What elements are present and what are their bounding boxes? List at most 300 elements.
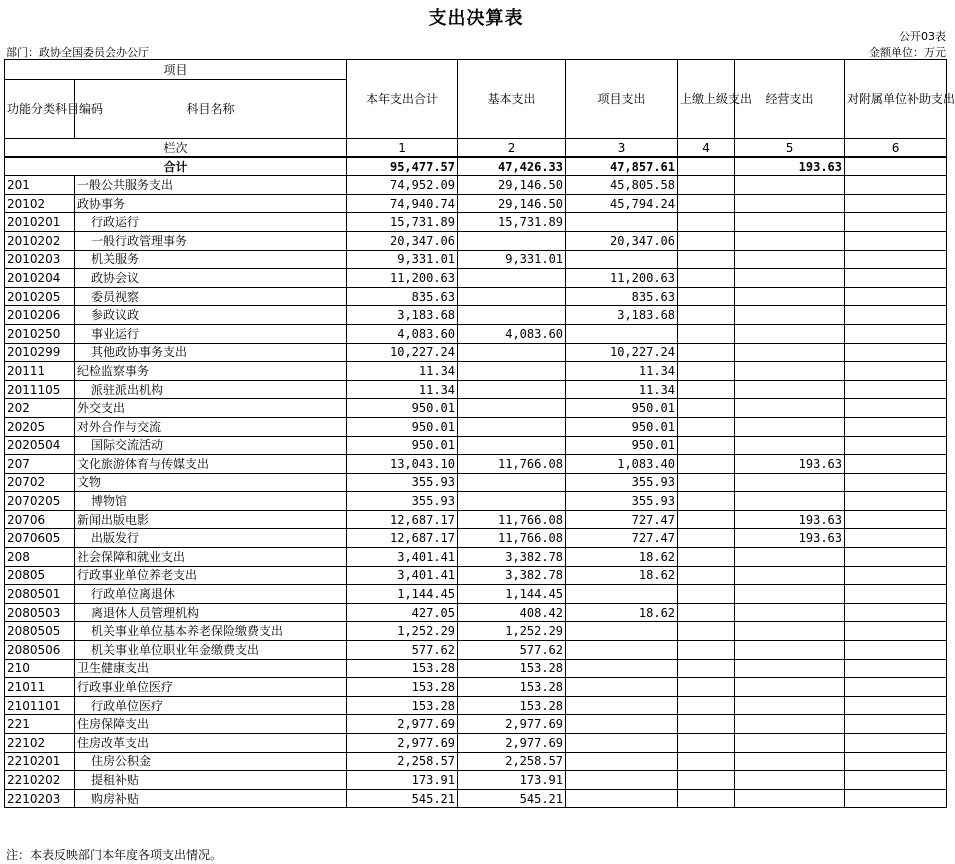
row-value <box>845 548 947 567</box>
row-value: 10,227.24 <box>347 343 458 362</box>
row-value: 153.28 <box>458 659 566 678</box>
column-index-2: 2 <box>458 139 566 158</box>
table-row <box>5 752 947 771</box>
row-code: 20805 <box>5 566 75 585</box>
row-code: 2010202 <box>5 231 75 250</box>
row-value <box>735 194 845 213</box>
row-value <box>458 287 566 306</box>
total-value <box>678 157 735 176</box>
row-value <box>458 436 566 455</box>
row-value <box>735 566 845 585</box>
row-value: 2,977.69 <box>347 734 458 753</box>
row-value <box>678 603 735 622</box>
row-code: 208 <box>5 548 75 567</box>
row-value <box>845 417 947 436</box>
row-value <box>566 678 678 697</box>
row-value: 835.63 <box>347 287 458 306</box>
table-row <box>5 380 947 399</box>
row-value <box>566 752 678 771</box>
row-subject-name: 离退休人员管理机构 <box>75 603 347 622</box>
row-value: 3,183.68 <box>566 306 678 325</box>
row-value: 1,144.45 <box>347 585 458 604</box>
row-code: 2070605 <box>5 529 75 548</box>
row-subject-name: 社会保障和就业支出 <box>75 548 347 567</box>
row-subject-name: 出版发行 <box>75 529 347 548</box>
table-row <box>5 417 947 436</box>
row-value: 153.28 <box>347 659 458 678</box>
row-value <box>678 343 735 362</box>
row-code: 20205 <box>5 417 75 436</box>
row-subject-name: 机关事业单位基本养老保险缴费支出 <box>75 622 347 641</box>
row-value <box>845 771 947 790</box>
row-value: 3,401.41 <box>347 566 458 585</box>
row-value: 12,687.17 <box>347 510 458 529</box>
row-value <box>566 213 678 232</box>
table-row <box>5 548 947 567</box>
row-value: 45,805.58 <box>566 176 678 195</box>
row-value: 11.34 <box>566 362 678 381</box>
row-value: 427.05 <box>347 603 458 622</box>
header-project-exp: 项目支出 <box>566 60 678 139</box>
table-row <box>5 436 947 455</box>
row-subject-name: 提租补贴 <box>75 771 347 790</box>
row-value <box>566 622 678 641</box>
row-subject-name: 派驻派出机构 <box>75 380 347 399</box>
row-value: 727.47 <box>566 529 678 548</box>
row-value <box>845 343 947 362</box>
row-value <box>735 287 845 306</box>
row-subject-name: 博物馆 <box>75 492 347 511</box>
table-row <box>5 473 947 492</box>
row-value <box>735 603 845 622</box>
row-code: 201 <box>5 176 75 195</box>
table-row <box>5 678 947 697</box>
total-value: 95,477.57 <box>347 157 458 176</box>
row-value: 11,766.08 <box>458 455 566 474</box>
row-value: 153.28 <box>347 678 458 697</box>
row-value <box>458 417 566 436</box>
row-value: 950.01 <box>566 399 678 418</box>
column-index-6: 6 <box>845 139 947 158</box>
row-code: 2010299 <box>5 343 75 362</box>
row-value <box>845 380 947 399</box>
row-value <box>458 380 566 399</box>
row-value: 153.28 <box>458 696 566 715</box>
row-value <box>845 659 947 678</box>
row-value <box>458 306 566 325</box>
row-value <box>678 492 735 511</box>
row-value <box>845 529 947 548</box>
row-subject-name: 住房改革支出 <box>75 734 347 753</box>
row-value: 2,977.69 <box>347 715 458 734</box>
row-value <box>845 678 947 697</box>
row-value <box>678 789 735 808</box>
row-value <box>735 362 845 381</box>
row-code: 2101101 <box>5 696 75 715</box>
row-value: 193.63 <box>735 510 845 529</box>
row-subject-name: 对外合作与交流 <box>75 417 347 436</box>
row-code: 22102 <box>5 734 75 753</box>
row-code: 20706 <box>5 510 75 529</box>
row-value <box>845 436 947 455</box>
column-index-1: 1 <box>347 139 458 158</box>
row-value: 4,083.60 <box>347 324 458 343</box>
table-row <box>5 306 947 325</box>
row-value: 18.62 <box>566 566 678 585</box>
row-value <box>678 529 735 548</box>
row-value <box>735 231 845 250</box>
table-row <box>5 269 947 288</box>
row-value: 3,382.78 <box>458 566 566 585</box>
row-value: 835.63 <box>566 287 678 306</box>
row-subject-name: 委员视察 <box>75 287 347 306</box>
row-value <box>678 622 735 641</box>
row-value: 355.93 <box>566 473 678 492</box>
row-value <box>566 715 678 734</box>
row-value: 545.21 <box>458 789 566 808</box>
row-value <box>678 380 735 399</box>
row-value: 11.34 <box>566 380 678 399</box>
row-subject-name: 行政事业单位养老支出 <box>75 566 347 585</box>
row-value: 173.91 <box>458 771 566 790</box>
row-value: 355.93 <box>566 492 678 511</box>
row-value: 173.91 <box>347 771 458 790</box>
row-value: 355.93 <box>347 492 458 511</box>
header-project: 项目 <box>5 60 347 80</box>
total-value: 47,426.33 <box>458 157 566 176</box>
row-value <box>678 715 735 734</box>
row-value: 153.28 <box>347 696 458 715</box>
row-value: 45,794.24 <box>566 194 678 213</box>
row-value <box>678 678 735 697</box>
row-value: 3,401.41 <box>347 548 458 567</box>
row-value <box>566 324 678 343</box>
row-code: 21011 <box>5 678 75 697</box>
header-operating-exp: 经营支出 <box>735 60 845 139</box>
header-subsidy-exp: 对附属单位补助支出 <box>845 60 947 139</box>
row-value <box>678 436 735 455</box>
row-value <box>845 492 947 511</box>
row-subject-name: 卫生健康支出 <box>75 659 347 678</box>
table-row <box>5 641 947 660</box>
row-value <box>678 324 735 343</box>
row-subject-name: 事业运行 <box>75 324 347 343</box>
row-subject-name: 机关事业单位职业年金缴费支出 <box>75 641 347 660</box>
row-value <box>566 641 678 660</box>
header-func-code: 功能分类科目编码 <box>5 80 75 139</box>
row-value: 2,977.69 <box>458 734 566 753</box>
row-value <box>845 622 947 641</box>
row-value: 950.01 <box>566 417 678 436</box>
header-total-exp: 本年支出合计 <box>347 60 458 139</box>
row-value <box>845 362 947 381</box>
row-value: 11.34 <box>347 380 458 399</box>
row-value: 950.01 <box>347 399 458 418</box>
row-value <box>458 269 566 288</box>
footnote: 注：本表反映部门本年度各项支出情况。 <box>6 848 223 862</box>
row-value: 3,183.68 <box>347 306 458 325</box>
row-value <box>678 696 735 715</box>
row-value: 12,687.17 <box>347 529 458 548</box>
row-code: 2080506 <box>5 641 75 660</box>
row-value <box>458 473 566 492</box>
table-row <box>5 194 947 213</box>
row-value <box>678 752 735 771</box>
total-value: 47,857.61 <box>566 157 678 176</box>
row-value: 1,083.40 <box>566 455 678 474</box>
row-value: 15,731.89 <box>458 213 566 232</box>
row-value <box>735 548 845 567</box>
row-value <box>735 324 845 343</box>
row-value <box>566 789 678 808</box>
row-value: 29,146.50 <box>458 194 566 213</box>
table-row <box>5 585 947 604</box>
total-value: 193.63 <box>735 157 845 176</box>
row-value <box>678 176 735 195</box>
row-subject-name: 国际交流活动 <box>75 436 347 455</box>
row-value <box>845 510 947 529</box>
row-value <box>458 362 566 381</box>
row-value: 193.63 <box>735 529 845 548</box>
row-value <box>845 324 947 343</box>
row-value: 2,977.69 <box>458 715 566 734</box>
row-value <box>678 455 735 474</box>
header-upper-paid: 上缴上级支出 <box>678 60 735 139</box>
row-subject-name: 其他政协事务支出 <box>75 343 347 362</box>
row-value: 950.01 <box>347 417 458 436</box>
table-row <box>5 492 947 511</box>
table-row <box>5 287 947 306</box>
row-value <box>735 678 845 697</box>
row-value: 11,766.08 <box>458 529 566 548</box>
row-value <box>678 659 735 678</box>
row-code: 20111 <box>5 362 75 381</box>
row-value <box>735 269 845 288</box>
row-value <box>735 789 845 808</box>
row-value <box>735 492 845 511</box>
row-code: 2080501 <box>5 585 75 604</box>
row-value <box>678 213 735 232</box>
row-code: 2210201 <box>5 752 75 771</box>
row-value: 11,200.63 <box>347 269 458 288</box>
table-row <box>5 659 947 678</box>
row-subject-name: 文化旅游体育与传媒支出 <box>75 455 347 474</box>
row-value <box>458 231 566 250</box>
row-value <box>678 287 735 306</box>
row-value: 15,731.89 <box>347 213 458 232</box>
row-value <box>735 306 845 325</box>
row-value: 20,347.06 <box>347 231 458 250</box>
row-value: 153.28 <box>458 678 566 697</box>
row-code: 2020504 <box>5 436 75 455</box>
row-value <box>678 306 735 325</box>
row-value <box>566 585 678 604</box>
row-value <box>845 455 947 474</box>
column-index-label: 栏次 <box>5 139 347 158</box>
row-value <box>566 659 678 678</box>
row-value <box>845 473 947 492</box>
row-subject-name: 行政单位医疗 <box>75 696 347 715</box>
row-value <box>735 771 845 790</box>
row-subject-name: 住房保障支出 <box>75 715 347 734</box>
row-value <box>735 176 845 195</box>
table-row <box>5 734 947 753</box>
expenditure-table <box>4 59 955 808</box>
row-value <box>735 622 845 641</box>
row-value <box>735 696 845 715</box>
row-value <box>458 492 566 511</box>
row-value <box>678 641 735 660</box>
row-value: 577.62 <box>347 641 458 660</box>
row-value <box>678 399 735 418</box>
row-value <box>678 734 735 753</box>
row-value: 3,382.78 <box>458 548 566 567</box>
row-value <box>678 231 735 250</box>
row-value <box>678 566 735 585</box>
row-subject-name: 行政运行 <box>75 213 347 232</box>
row-value: 10,227.24 <box>566 343 678 362</box>
table-row <box>5 771 947 790</box>
row-value <box>678 548 735 567</box>
row-value <box>735 715 845 734</box>
table-row <box>5 399 947 418</box>
table-row <box>5 603 947 622</box>
row-value <box>845 176 947 195</box>
row-value <box>678 362 735 381</box>
row-value <box>735 752 845 771</box>
row-value <box>845 269 947 288</box>
row-value <box>845 306 947 325</box>
row-subject-name: 文物 <box>75 473 347 492</box>
row-code: 2010250 <box>5 324 75 343</box>
form-number: 公开03表 <box>899 30 946 43</box>
row-subject-name: 住房公积金 <box>75 752 347 771</box>
column-index-4: 4 <box>678 139 735 158</box>
row-value <box>458 343 566 362</box>
row-value <box>566 696 678 715</box>
row-value: 20,347.06 <box>566 231 678 250</box>
row-code: 202 <box>5 399 75 418</box>
row-value: 727.47 <box>566 510 678 529</box>
table-row <box>5 324 947 343</box>
row-code: 210 <box>5 659 75 678</box>
row-value <box>735 417 845 436</box>
total-label: 合计 <box>5 157 347 176</box>
row-subject-name: 参政议政 <box>75 306 347 325</box>
table-row <box>5 566 947 585</box>
row-value: 18.62 <box>566 548 678 567</box>
column-index-3: 3 <box>566 139 678 158</box>
row-value <box>845 566 947 585</box>
row-code: 2010201 <box>5 213 75 232</box>
row-value <box>845 789 947 808</box>
table-row <box>5 362 947 381</box>
row-value: 545.21 <box>347 789 458 808</box>
department-label: 部门：政协全国委员会办公厅 <box>6 46 149 59</box>
row-subject-name: 行政事业单位医疗 <box>75 678 347 697</box>
row-value <box>845 696 947 715</box>
row-subject-name: 行政单位离退休 <box>75 585 347 604</box>
row-value <box>845 585 947 604</box>
row-value <box>678 269 735 288</box>
row-value: 74,952.09 <box>347 176 458 195</box>
row-value <box>678 194 735 213</box>
header-basic-exp: 基本支出 <box>458 60 566 139</box>
row-value: 9,331.01 <box>458 250 566 269</box>
row-value: 2,258.57 <box>458 752 566 771</box>
row-value <box>735 659 845 678</box>
row-value: 408.42 <box>458 603 566 622</box>
column-index-5: 5 <box>735 139 845 158</box>
row-value <box>458 399 566 418</box>
row-value: 74,940.74 <box>347 194 458 213</box>
row-code: 20102 <box>5 194 75 213</box>
row-code: 2080505 <box>5 622 75 641</box>
header-row-1 <box>5 60 947 80</box>
table-row <box>5 231 947 250</box>
row-subject-name: 政协会议 <box>75 269 347 288</box>
table-row <box>5 510 947 529</box>
table-row <box>5 213 947 232</box>
row-value: 11,766.08 <box>458 510 566 529</box>
row-value <box>735 436 845 455</box>
row-value: 950.01 <box>347 436 458 455</box>
row-value: 577.62 <box>458 641 566 660</box>
row-value <box>845 752 947 771</box>
row-value <box>566 771 678 790</box>
row-value: 355.93 <box>347 473 458 492</box>
row-value <box>735 641 845 660</box>
row-value <box>566 734 678 753</box>
row-value <box>735 734 845 753</box>
row-subject-name: 一般行政管理事务 <box>75 231 347 250</box>
row-value: 4,083.60 <box>458 324 566 343</box>
table-row <box>5 176 947 195</box>
row-value <box>845 194 947 213</box>
table-row <box>5 455 947 474</box>
row-value <box>678 585 735 604</box>
row-code: 207 <box>5 455 75 474</box>
total-row <box>5 157 947 176</box>
row-value <box>678 473 735 492</box>
row-subject-name: 纪检监察事务 <box>75 362 347 381</box>
row-value: 1,144.45 <box>458 585 566 604</box>
row-value: 11,200.63 <box>566 269 678 288</box>
row-value <box>845 399 947 418</box>
page-title: 支出决算表 <box>428 8 524 29</box>
row-value <box>566 250 678 269</box>
row-value: 11.34 <box>347 362 458 381</box>
row-value <box>735 213 845 232</box>
row-value <box>735 399 845 418</box>
row-value <box>735 585 845 604</box>
row-value: 13,043.10 <box>347 455 458 474</box>
row-value: 9,331.01 <box>347 250 458 269</box>
row-value <box>735 380 845 399</box>
row-code: 2210202 <box>5 771 75 790</box>
row-value <box>845 213 947 232</box>
row-code: 2011105 <box>5 380 75 399</box>
table-row <box>5 789 947 808</box>
column-index-row <box>5 139 947 158</box>
row-value <box>678 250 735 269</box>
row-code: 20702 <box>5 473 75 492</box>
row-value <box>845 734 947 753</box>
row-value: 1,252.29 <box>458 622 566 641</box>
row-value <box>845 250 947 269</box>
total-value <box>845 157 947 176</box>
row-subject-name: 机关服务 <box>75 250 347 269</box>
